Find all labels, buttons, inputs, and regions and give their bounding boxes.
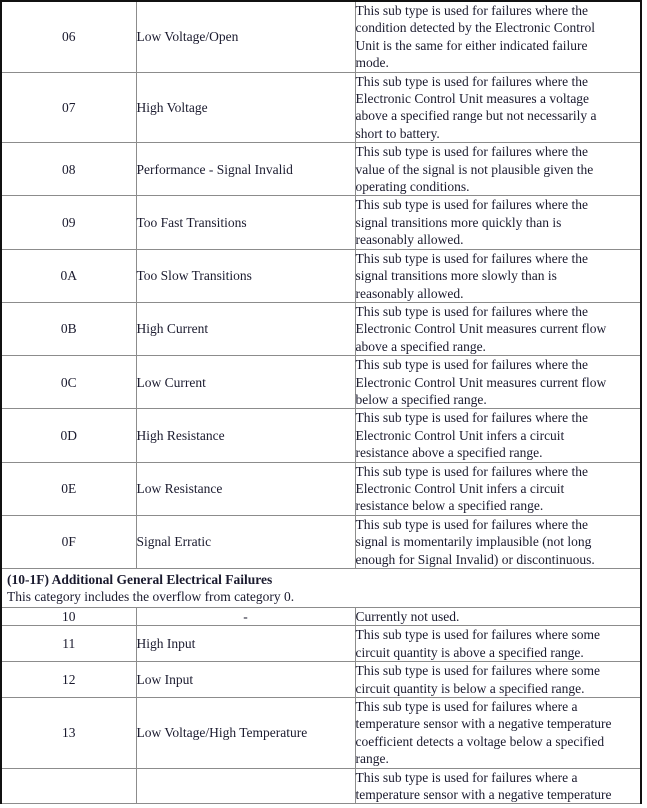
cell-subtype-name: Performance - Signal Invalid xyxy=(136,143,355,196)
cell-code xyxy=(1,768,136,804)
cell-description xyxy=(355,302,641,355)
table-body xyxy=(1,1,641,804)
cell-code: 06 xyxy=(1,1,136,72)
cell-code: 0C xyxy=(1,356,136,409)
cell-subtype-name: Low Resistance xyxy=(136,462,355,515)
description-line: resistance below a specified range. xyxy=(355,498,544,514)
description-line: circuit quantity is below a specified range. xyxy=(355,680,585,696)
description-line: below a specified range. xyxy=(355,391,487,407)
description-line: This sub type is used for failures where the xyxy=(355,73,588,89)
table-row xyxy=(1,143,641,196)
cell-code: 0B xyxy=(1,302,136,355)
cell-subtype-name: Low Current xyxy=(136,356,355,409)
description-line: This sub type is used for failures where a xyxy=(355,699,578,715)
table-row xyxy=(1,515,641,568)
category-title: (10-1F) Additional General Electrical Failures xyxy=(7,572,273,587)
table-row xyxy=(1,662,641,698)
table-row xyxy=(1,768,641,804)
description-line: above a specified range. xyxy=(355,338,486,354)
table-row xyxy=(1,249,641,302)
description-line: This sub type is used for failures where some xyxy=(355,627,600,643)
description-line: This sub type is used for failures where the xyxy=(355,410,588,426)
cell-subtype-name: Low Input xyxy=(136,662,355,698)
cell-description xyxy=(355,515,641,568)
cell-description xyxy=(355,626,641,662)
table-row xyxy=(1,1,641,72)
description-line: condition detected by the Electronic Control xyxy=(355,20,596,36)
cell-subtype-name: Low Voltage/High Temperature xyxy=(136,698,355,769)
cell-code: 10 xyxy=(1,608,136,626)
description-line: value of the signal is not plausible given the xyxy=(355,161,594,177)
description-line: reasonably allowed. xyxy=(355,285,464,301)
cell-subtype-name: High Voltage xyxy=(136,72,355,143)
description-line: This sub type is used for failures where the xyxy=(355,516,588,532)
cell-subtype-name: Signal Erratic xyxy=(136,515,355,568)
description-line: This sub type is used for failures where the xyxy=(355,3,588,18)
description-line: mode. xyxy=(355,55,389,71)
description-line: Currently not used. xyxy=(355,609,460,624)
description-line: coefficient detects a voltage below a specified xyxy=(355,733,605,749)
cell-subtype-name: Too Fast Transitions xyxy=(136,196,355,249)
cell-subtype-name: Too Slow Transitions xyxy=(136,249,355,302)
description-line: This sub type is used for failures where the xyxy=(355,303,588,319)
cell-description xyxy=(355,768,641,804)
cell-code: 0F xyxy=(1,515,136,568)
description-line: temperature sensor with a negative temperature xyxy=(355,716,612,732)
cell-description xyxy=(355,72,641,143)
cell-description xyxy=(355,143,641,196)
cell-description xyxy=(355,249,641,302)
description-line: This sub type is used for failures where a xyxy=(355,769,578,785)
description-line: Electronic Control Unit measures a voltage xyxy=(355,91,590,107)
table-row xyxy=(1,462,641,515)
description-line: Electronic Control Unit measures current flow xyxy=(355,321,607,337)
description-line: signal transitions more slowly than is xyxy=(355,268,557,284)
description-line: range. xyxy=(355,751,389,767)
cell-description xyxy=(355,608,641,626)
description-line: This sub type is used for failures where the xyxy=(355,197,588,213)
description-line: This sub type is used for failures where the xyxy=(355,463,588,479)
cell-description xyxy=(355,662,641,698)
cell-subtype-name: - xyxy=(136,608,355,626)
description-line: signal transitions more quickly than is xyxy=(355,214,562,230)
description-line: Unit is the same for either indicated failure xyxy=(355,37,588,53)
cell-description xyxy=(355,698,641,769)
description-line: reasonably allowed. xyxy=(355,232,464,248)
cell-description xyxy=(355,1,641,72)
description-line: This sub type is used for failures where the xyxy=(355,357,588,373)
description-line: Electronic Control Unit infers a circuit xyxy=(355,480,565,496)
cell-code: 0D xyxy=(1,409,136,462)
cell-description xyxy=(355,462,641,515)
cell-code: 12 xyxy=(1,662,136,698)
description-line: temperature sensor with a negative temperature xyxy=(355,787,612,803)
cell-subtype-name: Low Voltage/Open xyxy=(136,1,355,72)
category-header-row xyxy=(1,569,641,608)
description-line: This sub type is used for failures where the xyxy=(355,250,588,266)
description-line: Electronic Control Unit infers a circuit xyxy=(355,427,565,443)
description-line: operating conditions. xyxy=(355,179,470,195)
table-row xyxy=(1,356,641,409)
category-header-cell xyxy=(1,569,641,608)
description-line: This sub type is used for failures where some xyxy=(355,663,600,679)
table-row xyxy=(1,302,641,355)
cell-code: 0E xyxy=(1,462,136,515)
description-line: This sub type is used for failures where the xyxy=(355,144,588,160)
cell-description xyxy=(355,409,641,462)
cell-code: 0A xyxy=(1,249,136,302)
cell-code: 09 xyxy=(1,196,136,249)
table-row xyxy=(1,626,641,662)
cell-code: 13 xyxy=(1,698,136,769)
cell-code: 08 xyxy=(1,143,136,196)
description-line: above a specified range but not necessarily a xyxy=(355,108,597,124)
table-row xyxy=(1,409,641,462)
description-line: circuit quantity is above a specified range. xyxy=(355,644,584,660)
category-subtitle: This category includes the overflow from category 0. xyxy=(7,589,295,604)
table-row xyxy=(1,608,641,626)
cell-code: 07 xyxy=(1,72,136,143)
cell-subtype-name: High Resistance xyxy=(136,409,355,462)
description-line: enough for Signal Invalid) or discontinuous. xyxy=(355,551,595,567)
table-row xyxy=(1,72,641,143)
cell-subtype-name: High Input xyxy=(136,626,355,662)
table-row xyxy=(1,196,641,249)
cell-subtype-name xyxy=(136,768,355,804)
cell-code: 11 xyxy=(1,626,136,662)
description-line: short to battery. xyxy=(355,125,440,141)
description-line: signal is momentarily implausible (not long xyxy=(355,534,592,550)
cell-description xyxy=(355,356,641,409)
description-line: Electronic Control Unit measures current flow xyxy=(355,374,607,390)
description-line: resistance above a specified range. xyxy=(355,445,543,461)
cell-subtype-name: High Current xyxy=(136,302,355,355)
cell-description xyxy=(355,196,641,249)
table-row xyxy=(1,698,641,769)
